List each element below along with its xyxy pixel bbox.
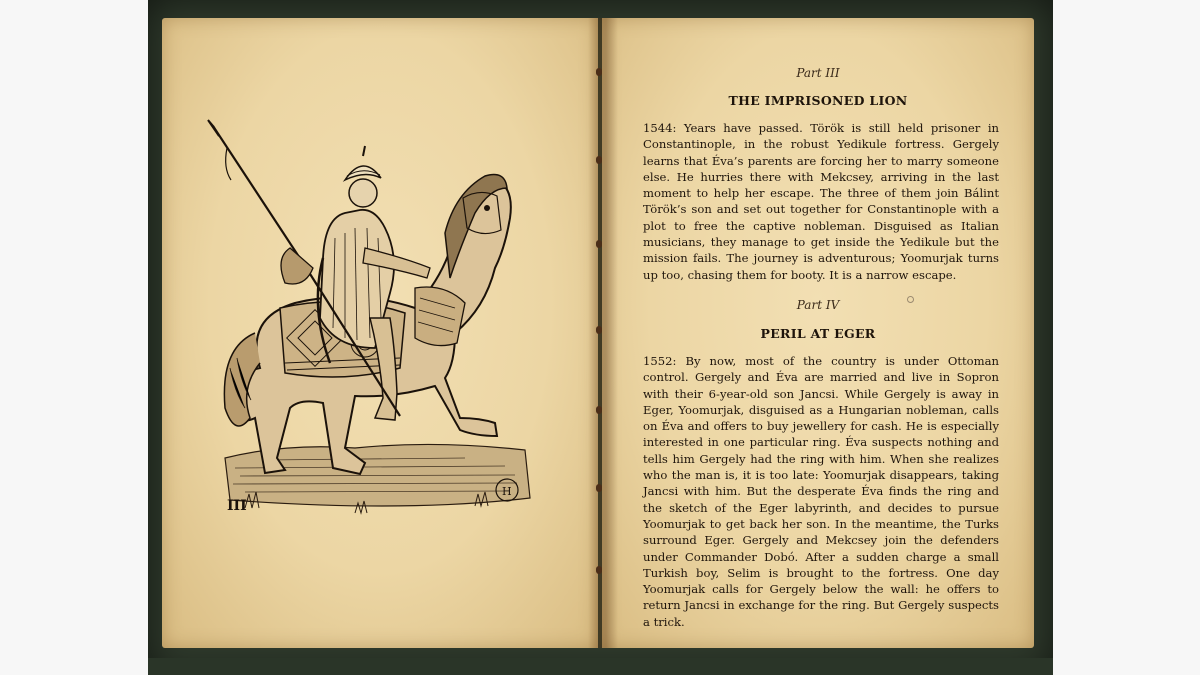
section-heading: THE IMPRISONED LION (728, 93, 908, 108)
section-heading: PERIL AT EGER (760, 326, 876, 341)
plate-number: III (227, 498, 247, 514)
binding-stitch (596, 240, 602, 248)
binding-stitch (596, 406, 602, 414)
monogram-letter: H (502, 485, 512, 498)
section-body-text: 1544: Years have passed. Török is still held prisoner in Constantinople, in the robust Yedikule fortress. Gergely learns that Éva’s parents are forcing her to marry someone else. He hurries there with Mekcsey, arriving in the last moment to help her escape. The three of them join Bálint Török’s son and set out together for Constantinople with a plot to free the captive nobleman. Disguised as Italian musicians, they manage to get inside the Yedikule but the mission fails. The journey is adventurous; Yoomurjak turns up too, chasing them for booty. It is a narrow escape. (643, 121, 999, 282)
binding-stitch (596, 156, 602, 164)
binding-stitch (596, 484, 602, 492)
horseman-woodcut-illustration (205, 118, 545, 528)
book-spine-bottom (148, 658, 1053, 675)
binding-stitch (596, 566, 602, 574)
part-label: Part III (796, 66, 840, 80)
part-label: Part IV (796, 298, 840, 312)
section-body-text: 1552: By now, most of the country is under Ottoman control. Gergely and Éva are married and live in Sopron with their 6-year-old son Jancsi. While Gergely is away in Eger, Yoomurjak, disguised as a Hungarian nobleman, calls on Éva and offers to buy jewellery for cash. He is especially interested in one particular ring. Éva suspects nothing and tells him Gergely had the ring with him. When she realizes who the man is, it is too late: Yoomurjak disappears, taking Jancsi with him. But the desperate Éva finds the ring and the sketch of the Eger labyrinth, and decides to pursue Yoomurjak to get back her son. In the meantime, the Turks surround Eger. Gergely and Mekcsey join the defenders under Commander Dobó. After a sudden charge a small Turkish boy, Selim is brought to the fortress. One day Yoomurjak calls for Gergely below the wall: he offers to return Jancsi in exchange for the ring. But Gergely suspects a trick. (643, 354, 999, 629)
